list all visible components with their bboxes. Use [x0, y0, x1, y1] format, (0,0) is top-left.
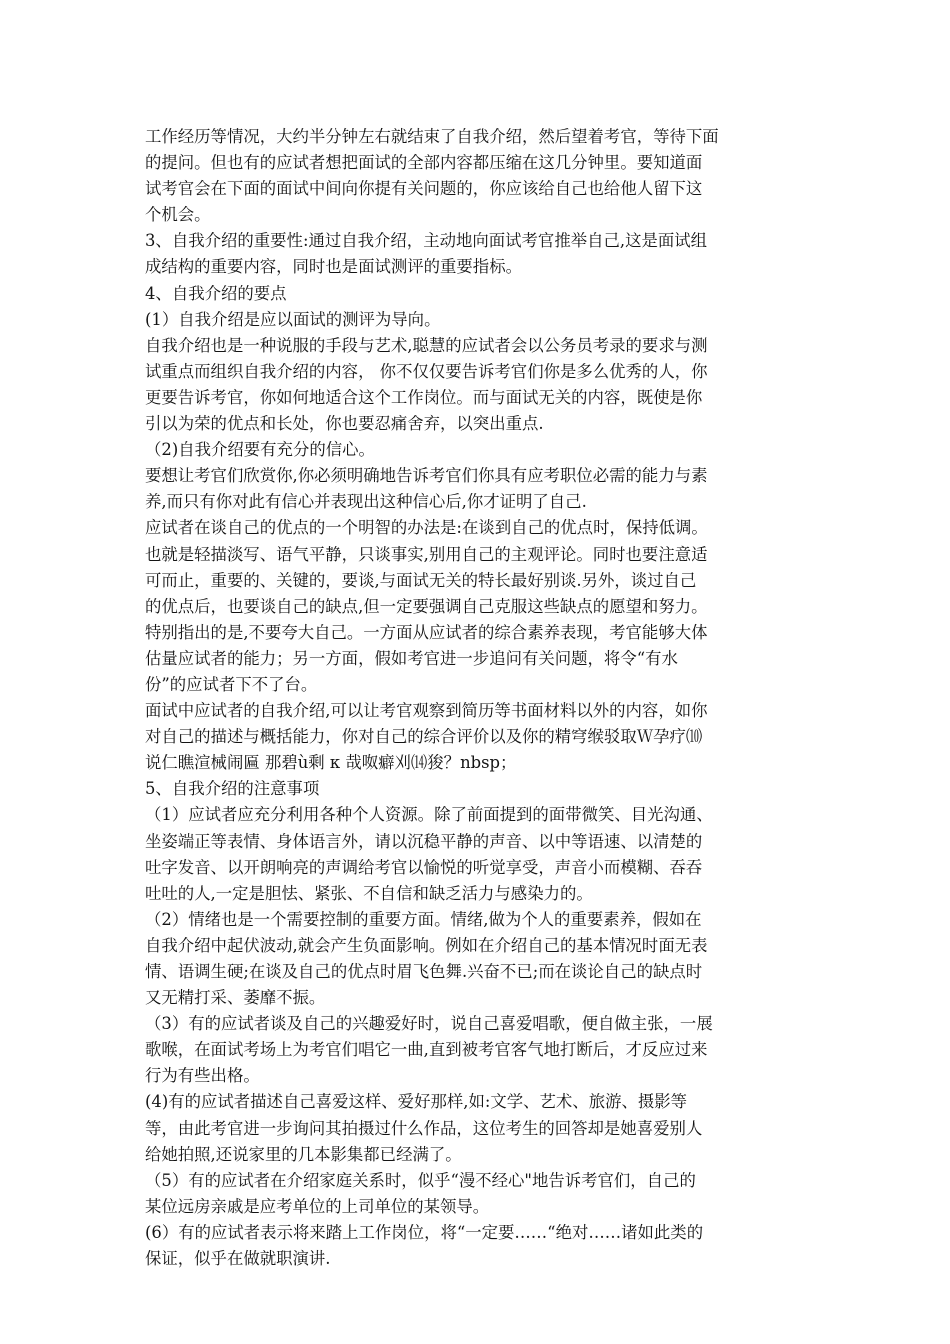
section-heading: 5、自我介绍的注意事项 [145, 779, 320, 799]
text-line: 要想让考官们欣赏你,你必须明确地告诉考官们你具有应考职位必需的能力与素 [145, 466, 708, 486]
text-line: 自我介绍中起伏波动,就会产生负面影响。例如在介绍自己的基本情况时面无表 [145, 935, 708, 955]
text-line: 的优点后，也要谈自己的缺点,但一定要强调自己克服这些缺点的愿望和努力。 [145, 596, 708, 616]
text-line: 吐字发音、以开朗响亮的声调给考官以愉悦的听觉享受，声音小而模糊、吞吞 [145, 857, 703, 877]
text-line: 试重点而组织自我介绍的内容， 你不仅仅要告诉考官们你是多么优秀的人，你 [145, 361, 708, 381]
document-body [145, 124, 815, 1272]
text-line: 行为有些出格。 [145, 1066, 260, 1086]
text-line: 引以为荣的优点和长处，你也要忍痛舍弃，以突出重点. [145, 414, 544, 434]
text-line: 吐吐的人,一定是胆怯、紧张、不自信和缺乏活力与感染力的。 [145, 883, 593, 903]
text-line: 可而止，重要的、关键的，要谈,与面试无关的特长最好别谈.另外，谈过自己 [145, 570, 697, 590]
text-line: 估量应试者的能力；另一方面，假如考官进一步追问有关问题，将令“有水 [145, 648, 678, 668]
text-line: （5）有的应试者在介绍家庭关系时，似乎“漫不经心"地告诉考官们，自己的 [145, 1170, 696, 1190]
text-line: 坐姿端正等表情、身体语言外，请以沉稳平静的声音、以中等语速、以清楚的 [145, 831, 703, 851]
text-line: 成结构的重要内容，同时也是面试测评的重要指标。 [145, 257, 522, 277]
section-heading: 4、自我介绍的要点 [145, 283, 287, 303]
text-line: 情、语调生硬;在谈及自己的优点时眉飞色舞.兴奋不已;而在谈论自己的缺点时 [145, 962, 703, 981]
text-line: 自我介绍也是一种说服的手段与艺术,聪慧的应试者会以公务员考录的要求与测 [145, 335, 708, 355]
text-line: 份”的应试者下不了台。 [145, 674, 318, 694]
section-heading: 3、自我介绍的重要性:通过自我介绍，主动地向面试考官推举自己,这是面试组 [145, 231, 708, 251]
text-line: 对自己的描述与概括能力，你对自己的综合评价以及你的精穹缑驳取Ｗ孕疗⑽ [145, 727, 703, 747]
text-line: 试考官会在下面的面试中间向你提有关问题的，你应该给自己也给他人留下这 [145, 179, 703, 199]
text-line: 更要告诉考官，你如何地适合这个工作岗位。而与面试无关的内容，既使是你 [145, 387, 703, 407]
text-line: 特别指出的是,不要夸大自己。一方面从应试者的综合素养表现，考官能够大体 [145, 622, 708, 642]
text-line: 歌喉，在面试考场上为考官们唱它一曲,直到被考官客气地打断后，才反应过来 [145, 1040, 708, 1060]
subsection-heading: (1）自我介绍是应以面试的测评为导向。 [145, 309, 441, 329]
text-line: 面试中应试者的自我介绍,可以让考官观察到简历等书面材料以外的内容，如你 [145, 701, 708, 721]
text-line: 保证，似乎在做就职演讲. [145, 1249, 331, 1269]
text-line: 也就是轻描淡写、语气平静，只谈事实,别用自己的主观评论。同时也要注意适 [145, 544, 708, 564]
text-line: 又无精打采、萎靡不振。 [145, 988, 326, 1008]
text-line: 的提问。但也有的应试者想把面试的全部内容都压缩在这几分钟里。要知道面 [145, 153, 703, 173]
text-line: （1）应试者应充分利用各种个人资源。除了前面提到的面带微笑、目光沟通、 [145, 805, 713, 825]
subsection-heading: （2)自我介绍要有充分的信心。 [145, 440, 375, 460]
text-line: 养,而只有你对此有信心并表现出这种信心后,你才证明了自己. [145, 492, 587, 512]
garbled-text-line: 说仁瞧渲械闹匾 那碧ù剩 κ 哉呶癖刈⒁狻？nbsp； [145, 753, 517, 773]
text-line: 某位远房亲戚是应考单位的上司单位的某领导。 [145, 1196, 490, 1216]
text-line: 个机会。 [145, 205, 211, 225]
text-line: 等，由此考官进一步询问其拍摄过什么作品，这位考生的回答却是她喜爱别人 [145, 1118, 703, 1138]
text-line: （2）情绪也是一个需要控制的重要方面。情绪,做为个人的重要素养，假如在 [145, 909, 702, 929]
text-line: （3）有的应试者谈及自己的兴趣爱好时，说自己喜爱唱歌，便自做主张，一展 [145, 1014, 713, 1034]
text-line: (6）有的应试者表示将来踏上工作岗位，将“一定要……“绝对……诸如此类的 [145, 1222, 704, 1242]
text-line: 工作经历等情况，大约半分钟左右就结束了自我介绍，然后望着考官，等待下面 [145, 127, 719, 146]
text-line: (4)有的应试者描述自己喜爱这样、爱好那样,如:文学、艺术、旅游、摄影等 [145, 1092, 688, 1112]
text-line: 给她拍照,还说家里的几本影集都已经满了。 [145, 1144, 462, 1164]
text-line: 应试者在谈自己的优点的一个明智的办法是:在谈到自己的优点时，保持低调。 [145, 518, 708, 538]
